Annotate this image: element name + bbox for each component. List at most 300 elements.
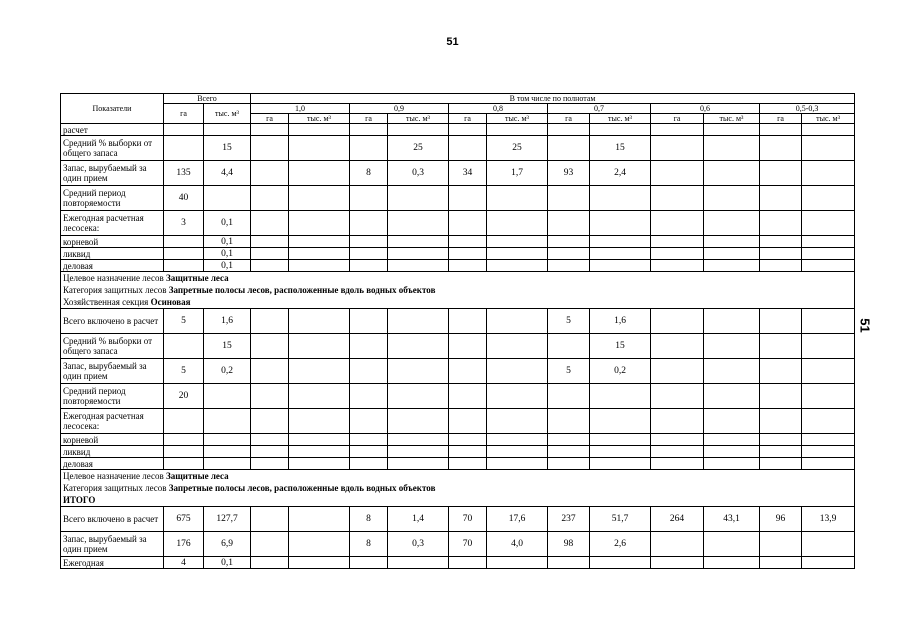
cell-value bbox=[289, 409, 350, 434]
cell-value: 5 bbox=[548, 309, 590, 334]
cell-value bbox=[651, 124, 704, 136]
unit-th-m3: тыс. м³ bbox=[487, 114, 548, 124]
cell-value bbox=[164, 446, 204, 458]
cell-value bbox=[289, 458, 350, 470]
cell-value bbox=[487, 248, 548, 260]
cell-value bbox=[760, 211, 802, 236]
cell-value: 237 bbox=[548, 507, 590, 532]
table-row bbox=[61, 161, 855, 186]
cell-value bbox=[590, 186, 651, 211]
row-label: деловая bbox=[61, 458, 164, 470]
unit-th-m3: тыс. м³ bbox=[590, 114, 651, 124]
row-label: корневой bbox=[61, 236, 164, 248]
cell-value bbox=[760, 384, 802, 409]
row-label: Средний % выборки от общего запаса bbox=[61, 136, 164, 161]
cell-value bbox=[204, 458, 251, 470]
cell-value bbox=[388, 384, 449, 409]
cell-value bbox=[449, 409, 487, 434]
cell-value: 3 bbox=[164, 211, 204, 236]
cell-value bbox=[651, 309, 704, 334]
cell-value: 6,9 bbox=[204, 532, 251, 557]
cell-value bbox=[388, 236, 449, 248]
cell-value bbox=[164, 248, 204, 260]
cell-value bbox=[388, 309, 449, 334]
cell-value: 1,4 bbox=[388, 507, 449, 532]
cell-value bbox=[704, 384, 760, 409]
header-density-5: 0,6 bbox=[651, 104, 760, 114]
cell-value bbox=[164, 409, 204, 434]
unit-ha: га bbox=[251, 114, 289, 124]
cell-value bbox=[590, 260, 651, 272]
cell-value bbox=[350, 434, 388, 446]
cell-value bbox=[548, 186, 590, 211]
cell-value: 0,3 bbox=[388, 161, 449, 186]
cell-value bbox=[760, 136, 802, 161]
cell-value bbox=[487, 359, 548, 384]
unit-ha: га bbox=[760, 114, 802, 124]
cell-value bbox=[548, 248, 590, 260]
cell-value bbox=[704, 186, 760, 211]
cell-value bbox=[251, 248, 289, 260]
cell-value bbox=[388, 186, 449, 211]
cell-value bbox=[651, 532, 704, 557]
cell-value bbox=[704, 161, 760, 186]
cell-value bbox=[251, 359, 289, 384]
cell-value bbox=[251, 260, 289, 272]
cell-value bbox=[548, 260, 590, 272]
cell-value bbox=[704, 446, 760, 458]
cell-value bbox=[802, 384, 855, 409]
cell-value: 15 bbox=[204, 334, 251, 359]
cell-value bbox=[651, 557, 704, 569]
cell-value bbox=[449, 236, 487, 248]
cell-value bbox=[388, 248, 449, 260]
cell-value bbox=[651, 446, 704, 458]
row-label: Средний % выборки от общего запаса bbox=[61, 334, 164, 359]
cell-value bbox=[704, 458, 760, 470]
cell-value bbox=[449, 248, 487, 260]
cell-value bbox=[704, 409, 760, 434]
table-row bbox=[61, 334, 855, 359]
cell-value bbox=[289, 136, 350, 161]
section-header-row bbox=[61, 272, 855, 309]
cell-value bbox=[487, 434, 548, 446]
table-row bbox=[61, 309, 855, 334]
cell-value bbox=[388, 260, 449, 272]
cell-value bbox=[449, 136, 487, 161]
cell-value bbox=[289, 359, 350, 384]
cell-value: 2,6 bbox=[590, 532, 651, 557]
cell-value bbox=[204, 409, 251, 434]
cell-value bbox=[204, 124, 251, 136]
header-row-2 bbox=[61, 104, 855, 114]
cell-value bbox=[760, 434, 802, 446]
cell-value bbox=[350, 309, 388, 334]
cell-value bbox=[704, 248, 760, 260]
cell-value: 40 bbox=[164, 186, 204, 211]
cell-value bbox=[350, 334, 388, 359]
category-line-value: Запретные полосы лесов, расположенные вдоль водных объектов bbox=[168, 483, 436, 493]
row-label: Средний период повторяемости bbox=[61, 384, 164, 409]
header-density-6: 0,5-0,3 bbox=[760, 104, 855, 114]
cell-value bbox=[449, 557, 487, 569]
cell-value bbox=[651, 161, 704, 186]
unit-ha: га bbox=[449, 114, 487, 124]
cell-value bbox=[350, 124, 388, 136]
cell-value bbox=[590, 248, 651, 260]
cell-value bbox=[251, 309, 289, 334]
cell-value: 5 bbox=[164, 359, 204, 384]
cell-value bbox=[548, 236, 590, 248]
cell-value bbox=[289, 309, 350, 334]
unit-th-m3: тыс. м³ bbox=[289, 114, 350, 124]
cell-value: 8 bbox=[350, 532, 388, 557]
cell-value bbox=[388, 434, 449, 446]
cell-value bbox=[204, 434, 251, 446]
section-header-row bbox=[61, 470, 855, 507]
cell-value bbox=[164, 124, 204, 136]
cell-value bbox=[802, 434, 855, 446]
cell-value bbox=[487, 124, 548, 136]
cell-value bbox=[651, 434, 704, 446]
table-row bbox=[61, 359, 855, 384]
cell-value bbox=[590, 458, 651, 470]
cell-value bbox=[487, 557, 548, 569]
row-label: Ежегодная расчетная лесосека: bbox=[61, 409, 164, 434]
cell-value: 1,6 bbox=[590, 309, 651, 334]
cell-value: 135 bbox=[164, 161, 204, 186]
unit-th-m3: тыс. м³ bbox=[802, 114, 855, 124]
cell-value bbox=[802, 446, 855, 458]
cell-value bbox=[760, 186, 802, 211]
page-number-side: 51 bbox=[857, 318, 873, 333]
cell-value bbox=[350, 248, 388, 260]
cell-value bbox=[449, 260, 487, 272]
cell-value: 43,1 bbox=[704, 507, 760, 532]
row-label: расчет bbox=[61, 124, 164, 136]
cell-value: 4 bbox=[164, 557, 204, 569]
cell-value bbox=[590, 211, 651, 236]
cell-value bbox=[760, 458, 802, 470]
cell-value bbox=[704, 557, 760, 569]
cell-value bbox=[760, 161, 802, 186]
cell-value bbox=[590, 236, 651, 248]
table-row bbox=[61, 236, 855, 248]
cell-value: 0,1 bbox=[204, 557, 251, 569]
cell-value bbox=[289, 260, 350, 272]
cell-value bbox=[548, 446, 590, 458]
cell-value: 4,4 bbox=[204, 161, 251, 186]
table-row bbox=[61, 124, 855, 136]
cell-value bbox=[590, 446, 651, 458]
cell-value bbox=[651, 458, 704, 470]
cell-value bbox=[164, 334, 204, 359]
cell-value bbox=[350, 409, 388, 434]
cell-value: 8 bbox=[350, 161, 388, 186]
cell-value: 70 bbox=[449, 532, 487, 557]
cell-value bbox=[651, 211, 704, 236]
cell-value bbox=[802, 211, 855, 236]
cell-value bbox=[651, 260, 704, 272]
cell-value bbox=[802, 124, 855, 136]
cell-value bbox=[204, 384, 251, 409]
cell-value bbox=[651, 186, 704, 211]
cell-value bbox=[388, 359, 449, 384]
cell-value: 8 bbox=[350, 507, 388, 532]
cell-value: 0,3 bbox=[388, 532, 449, 557]
cell-value bbox=[350, 557, 388, 569]
cell-value bbox=[760, 446, 802, 458]
cell-value bbox=[487, 446, 548, 458]
table-row bbox=[61, 507, 855, 532]
cell-value bbox=[164, 434, 204, 446]
cell-value bbox=[449, 309, 487, 334]
cell-value bbox=[164, 136, 204, 161]
cell-value bbox=[548, 434, 590, 446]
unit-ha: га bbox=[350, 114, 388, 124]
cell-value bbox=[487, 334, 548, 359]
table-row bbox=[61, 260, 855, 272]
cell-value bbox=[449, 211, 487, 236]
cell-value bbox=[289, 507, 350, 532]
cell-value bbox=[802, 248, 855, 260]
cell-value bbox=[548, 334, 590, 359]
table-row bbox=[61, 458, 855, 470]
cell-value bbox=[802, 557, 855, 569]
cell-value bbox=[590, 434, 651, 446]
total-label: ИТОГО bbox=[63, 495, 96, 505]
cell-value bbox=[802, 409, 855, 434]
header-total-m3: тыс. м³ bbox=[204, 104, 251, 124]
table-row bbox=[61, 446, 855, 458]
cell-value bbox=[251, 384, 289, 409]
purpose-line-value: Защитные леса bbox=[165, 273, 229, 283]
cell-value bbox=[350, 211, 388, 236]
cell-value bbox=[802, 236, 855, 248]
row-label: Запас, вырубаемый за один прием bbox=[61, 532, 164, 557]
cell-value bbox=[760, 260, 802, 272]
section-header bbox=[61, 470, 855, 507]
cell-value bbox=[651, 384, 704, 409]
cell-value bbox=[251, 236, 289, 248]
cell-value bbox=[251, 434, 289, 446]
cell-value bbox=[651, 248, 704, 260]
cell-value bbox=[350, 359, 388, 384]
cell-value bbox=[802, 260, 855, 272]
cell-value bbox=[164, 236, 204, 248]
cell-value: 675 bbox=[164, 507, 204, 532]
cell-value bbox=[802, 532, 855, 557]
cell-value bbox=[487, 409, 548, 434]
cell-value bbox=[704, 211, 760, 236]
row-label: Запас, вырубаемый за один прием bbox=[61, 359, 164, 384]
cell-value bbox=[449, 359, 487, 384]
cell-value bbox=[251, 211, 289, 236]
cell-value: 0,2 bbox=[590, 359, 651, 384]
cell-value bbox=[251, 409, 289, 434]
header-density-3: 0,8 bbox=[449, 104, 548, 114]
cell-value: 51,7 bbox=[590, 507, 651, 532]
table-row bbox=[61, 384, 855, 409]
cell-value bbox=[449, 458, 487, 470]
cell-value bbox=[590, 409, 651, 434]
cell-value bbox=[449, 384, 487, 409]
cell-value: 4,0 bbox=[487, 532, 548, 557]
cell-value bbox=[704, 532, 760, 557]
cell-value bbox=[388, 458, 449, 470]
cell-value: 70 bbox=[449, 507, 487, 532]
section-line-value: Осиновая bbox=[150, 297, 191, 307]
cell-value bbox=[388, 446, 449, 458]
cell-value bbox=[251, 557, 289, 569]
cell-value bbox=[760, 409, 802, 434]
category-line-label: Категория защитных лесов bbox=[63, 483, 167, 493]
cell-value bbox=[760, 124, 802, 136]
cell-value: 25 bbox=[487, 136, 548, 161]
cell-value bbox=[449, 334, 487, 359]
cell-value: 2,4 bbox=[590, 161, 651, 186]
cell-value bbox=[251, 334, 289, 359]
purpose-line bbox=[63, 272, 852, 284]
cell-value bbox=[164, 458, 204, 470]
cell-value bbox=[704, 260, 760, 272]
cell-value: 93 bbox=[548, 161, 590, 186]
cell-value bbox=[251, 458, 289, 470]
cell-value bbox=[802, 309, 855, 334]
cell-value: 15 bbox=[204, 136, 251, 161]
cell-value bbox=[651, 359, 704, 384]
cell-value bbox=[289, 384, 350, 409]
cell-value bbox=[289, 434, 350, 446]
cell-value bbox=[289, 161, 350, 186]
header-row-1 bbox=[61, 94, 855, 104]
cell-value bbox=[548, 458, 590, 470]
cell-value: 15 bbox=[590, 334, 651, 359]
cell-value bbox=[590, 557, 651, 569]
cell-value bbox=[548, 557, 590, 569]
cell-value bbox=[289, 532, 350, 557]
table-row bbox=[61, 211, 855, 236]
cell-value bbox=[704, 334, 760, 359]
cell-value bbox=[251, 446, 289, 458]
row-label: Всего включено в расчет bbox=[61, 507, 164, 532]
cell-value: 5 bbox=[164, 309, 204, 334]
cell-value bbox=[350, 260, 388, 272]
category-line-label: Категория защитных лесов bbox=[63, 285, 167, 295]
cell-value bbox=[704, 136, 760, 161]
table-row bbox=[61, 557, 855, 569]
cell-value bbox=[449, 124, 487, 136]
cell-value bbox=[487, 260, 548, 272]
cell-value bbox=[651, 409, 704, 434]
cell-value bbox=[802, 161, 855, 186]
header-by-density: В том числе по полнотам bbox=[251, 94, 855, 104]
cell-value bbox=[350, 136, 388, 161]
cell-value bbox=[548, 409, 590, 434]
row-label: Средний период повторяемости bbox=[61, 186, 164, 211]
unit-ha: га bbox=[548, 114, 590, 124]
cell-value bbox=[802, 186, 855, 211]
cell-value: 0,1 bbox=[204, 260, 251, 272]
cell-value bbox=[760, 359, 802, 384]
cell-value bbox=[350, 446, 388, 458]
cell-value bbox=[289, 211, 350, 236]
cell-value: 34 bbox=[449, 161, 487, 186]
cell-value: 96 bbox=[760, 507, 802, 532]
cell-value: 264 bbox=[651, 507, 704, 532]
cell-value bbox=[350, 186, 388, 211]
cell-value bbox=[251, 136, 289, 161]
row-label: деловая bbox=[61, 260, 164, 272]
cell-value bbox=[760, 532, 802, 557]
cell-value bbox=[289, 186, 350, 211]
cell-value bbox=[251, 507, 289, 532]
table-row bbox=[61, 532, 855, 557]
cell-value: 0,2 bbox=[204, 359, 251, 384]
cell-value bbox=[487, 211, 548, 236]
unit-th-m3: тыс. м³ bbox=[388, 114, 449, 124]
cell-value bbox=[548, 124, 590, 136]
row-label: ликвид bbox=[61, 248, 164, 260]
cell-value bbox=[651, 236, 704, 248]
cell-value bbox=[802, 136, 855, 161]
cell-value bbox=[760, 248, 802, 260]
section-line bbox=[63, 296, 852, 308]
table-row bbox=[61, 434, 855, 446]
cell-value bbox=[251, 124, 289, 136]
cell-value: 127,7 bbox=[204, 507, 251, 532]
unit-th-m3: тыс. м³ bbox=[704, 114, 760, 124]
row-label: ликвид bbox=[61, 446, 164, 458]
category-line-value: Запретные полосы лесов, расположенные вдоль водных объектов bbox=[168, 285, 436, 295]
cell-value bbox=[802, 359, 855, 384]
cell-value bbox=[289, 248, 350, 260]
cell-value bbox=[289, 334, 350, 359]
cell-value bbox=[590, 384, 651, 409]
cell-value: 0,1 bbox=[204, 211, 251, 236]
cell-value bbox=[548, 136, 590, 161]
cell-value bbox=[487, 186, 548, 211]
cell-value bbox=[760, 309, 802, 334]
cell-value bbox=[487, 236, 548, 248]
cell-value: 17,6 bbox=[487, 507, 548, 532]
cell-value bbox=[704, 124, 760, 136]
purpose-line-label: Целевое назначение лесов bbox=[63, 471, 164, 481]
cell-value bbox=[802, 334, 855, 359]
cell-value bbox=[388, 557, 449, 569]
cell-value: 98 bbox=[548, 532, 590, 557]
purpose-line-label: Целевое назначение лесов bbox=[63, 273, 164, 283]
cell-value bbox=[350, 236, 388, 248]
cell-value bbox=[760, 557, 802, 569]
cell-value bbox=[704, 359, 760, 384]
page-number-top: 51 bbox=[446, 36, 459, 48]
cell-value bbox=[350, 384, 388, 409]
cell-value: 25 bbox=[388, 136, 449, 161]
cell-value bbox=[251, 161, 289, 186]
cell-value: 1,6 bbox=[204, 309, 251, 334]
section-header bbox=[61, 272, 855, 309]
header-total-ha: га bbox=[164, 104, 204, 124]
cell-value: 15 bbox=[590, 136, 651, 161]
cell-value bbox=[704, 309, 760, 334]
cell-value bbox=[388, 124, 449, 136]
cell-value bbox=[449, 434, 487, 446]
table-row bbox=[61, 248, 855, 260]
cell-value bbox=[802, 458, 855, 470]
cell-value: 13,9 bbox=[802, 507, 855, 532]
cell-value bbox=[289, 124, 350, 136]
